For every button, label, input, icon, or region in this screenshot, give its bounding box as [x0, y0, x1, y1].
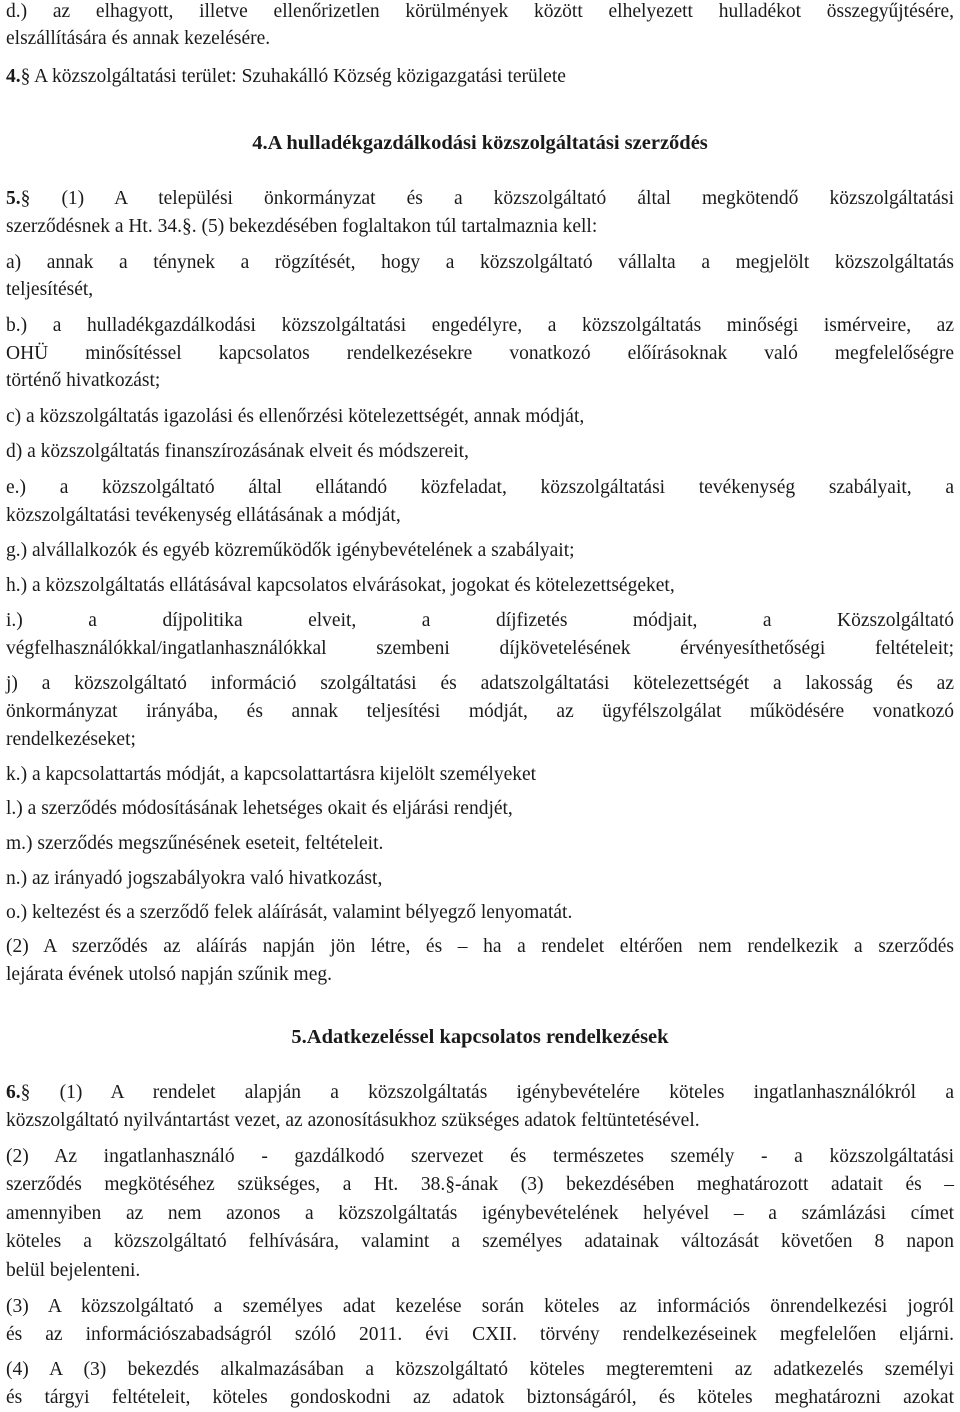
- list-item-c: c) a közszolgáltatás igazolási és ellenőrzési kötelezettségét, annak módját,: [6, 406, 585, 427]
- text-line: belül bejelenteni.: [6, 1260, 141, 1281]
- text-line: és az információszabadságról szóló 2011. évi CXII. törvény rendelkezéseinek megfelelően eljárni.: [6, 1324, 954, 1345]
- list-item-k: k.) a kapcsolattartás módját, a kapcsolattartásra kijelölt személyeket: [6, 764, 537, 785]
- section-6-paragraph: 6.§ (1) A rendelet alapján a közszolgáltatás igénybevételére köteles ingatlanhasználókról a: [6, 1082, 954, 1103]
- list-item-i: i.) a díjpolitika elveit, a díjfizetés módjait, a Közszolgáltató: [6, 610, 954, 631]
- list-item-m: m.) szerződés megszűnésének eseteit, feltételeit.: [6, 833, 384, 854]
- heading-data-handling: 5.Adatkezeléssel kapcsolatos rendelkezések: [291, 1026, 669, 1048]
- text-line: d.) az elhagyott, illetve ellenőrizetlen körülmények között elhelyezett hulladékot összegyűjtésére,: [6, 1, 954, 22]
- text-line: OHÜ minősítéssel kapcsolatos rendelkezésekre vonatkozó előírásoknak való megfelelőségre: [6, 343, 954, 364]
- heading-contract: 4.A hulladékgazdálkodási közszolgáltatási szerződés: [252, 132, 708, 154]
- text-line: történő hivatkozást;: [6, 370, 161, 391]
- paragraph-6-4: (4) A (3) bekezdés alkalmazásában a közszolgáltató köteles megteremteni az adatkezelés személyi: [6, 1359, 954, 1380]
- text-line: elszállítására és annak kezelésére.: [6, 28, 271, 49]
- section-5-paragraph: 5.§ (1) A települési önkormányzat és a közszolgáltató által megkötendő közszolgáltatási: [6, 188, 954, 209]
- list-item-l: l.) a szerződés módosításának lehetséges okait és eljárási rendjét,: [6, 798, 513, 819]
- paragraph-2: (2) A szerződés az aláírás napján jön létre, és – ha a rendelet eltérően nem rendelkezik a szerződés: [6, 936, 954, 957]
- list-item-h: h.) a közszolgáltatás ellátásával kapcsolatos elvárásokat, jogokat és kötelezettségeket,: [6, 575, 675, 596]
- list-item-a: a) annak a ténynek a rögzítését, hogy a közszolgáltató vállalta a megjelölt közszolgáltatás: [6, 252, 954, 273]
- text-line: teljesítését,: [6, 279, 94, 300]
- paragraph-6-2: (2) Az ingatlanhasználó - gazdálkodó szervezet és természetes személy - a közszolgáltatási: [6, 1146, 954, 1167]
- list-item-e: e.) a közszolgáltató által ellátandó közfeladat, közszolgáltatási tevékenység szabályait, a: [6, 477, 954, 498]
- text-line: köteles a közszolgáltató felhívására, valamint a személyes adatainak változását követően 8 napon: [6, 1231, 954, 1252]
- text-line: közszolgáltató nyilvántartást vezet, az azonosításukhoz szükséges adatok feltüntetésével.: [6, 1110, 700, 1131]
- text-line: és tárgyi feltételeit, köteles gondoskodni az adatok biztonságáról, és köteles meghatározni azokat: [6, 1387, 954, 1408]
- text-line: önkormányzat irányába, és annak teljesítési módját, az ügyfélszolgálat működésére vonatkozó: [6, 701, 954, 722]
- list-item-o: o.) keltezést és a szerződő felek aláírását, valamint bélyegző lenyomatát.: [6, 902, 573, 923]
- text-line: végfelhasználókkal/ingatlanhasználókkal szembeni díjkövetelésének érvényesíthetőségi feltételeit;: [6, 638, 954, 659]
- list-item-j: j) a közszolgáltató információ szolgáltatási és adatszolgáltatási kötelezettségét a lakosság és az: [6, 673, 954, 694]
- list-item-n: n.) az irányadó jogszabályokra való hivatkozást,: [6, 868, 383, 889]
- list-item-b: b.) a hulladékgazdálkodási közszolgáltatási engedélyre, a közszolgáltatás minőségi ismérveire, az: [6, 315, 954, 336]
- text-line: rendelkezéseket;: [6, 729, 136, 750]
- text-line: szerződésnek a Ht. 34.§. (5) bekezdésében foglaltakon túl tartalmaznia kell:: [6, 216, 598, 237]
- text-line: közszolgáltatási tevékenység ellátásának a módját,: [6, 505, 401, 526]
- paragraph-6-3: (3) A közszolgáltató a személyes adat kezelése során köteles az információs önrendelkezési jogról: [6, 1296, 954, 1317]
- section-4-paragraph: 4.§ A közszolgáltatási terület: Szuhakálló Község közigazgatási területe: [6, 66, 566, 87]
- text-line: lejárata évének utolsó napján szűnik meg.: [6, 964, 332, 985]
- text-line: amennyiben az nem azonos a közszolgáltatás igénybevételének helyével – a számlázási címet: [6, 1203, 954, 1224]
- text-line: szerződés megkötéséhez szükséges, a Ht. 38.§-ának (3) bekezdésében meghatározott adatait és –: [6, 1174, 954, 1195]
- list-item-g: g.) alvállalkozók és egyéb közreműködők igénybevételének a szabályait;: [6, 540, 575, 561]
- list-item-d: d) a közszolgáltatás finanszírozásának elveit és módszereit,: [6, 441, 469, 462]
